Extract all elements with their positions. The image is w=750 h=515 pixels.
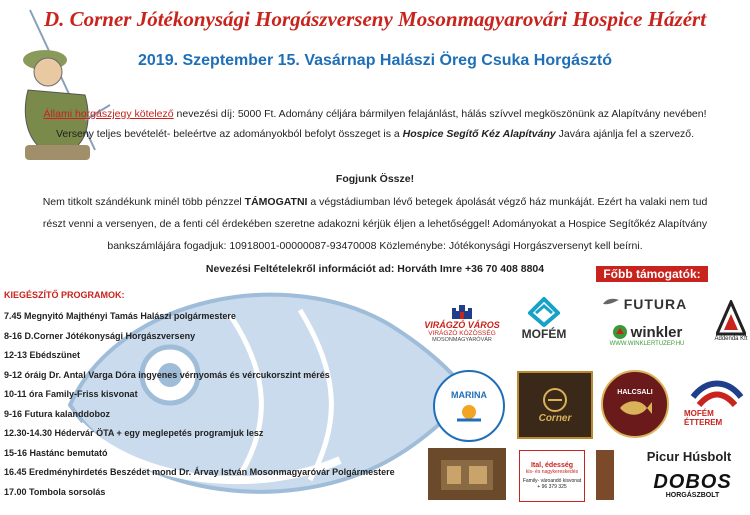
picur-husbolt-label: Picur Húsbolt: [646, 448, 732, 464]
contact-line: Nevezési Feltételekről információt ad: Horváth Imre +36 70 408 8804: [205, 263, 545, 275]
programs-section: [4, 290, 424, 502]
corner-emblem-icon: [538, 387, 572, 413]
event-date-location: 2019. Szeptember 15. Vasárnap Halászi Öreg Csuka Horgásztó: [138, 52, 612, 69]
support-paragraph-line2: részt venni a versenyen, de a fenti cél érdekében szeretne adakozni kérjük éljen a lehetőséggel! Adományokat a Hospice Segítőkéz Alapítvány: [42, 218, 708, 230]
sponsor-photo-small: [596, 450, 614, 500]
sponsor-photo-placeholder: [428, 448, 506, 500]
mofem-mark-icon: [528, 297, 560, 327]
support-paragraph-line1: Nem titkolt szándékunk minél több pénzzel TÁMOGATNI a végstádiumban lévő betegek ápolását végző ház munkáját. Ezért ha valaki nem tud: [42, 196, 708, 208]
license-notice: Állami horgászjegy kötelező: [43, 108, 174, 120]
entry-fee-line: [0, 108, 750, 120]
futura-logo: FUTURA: [592, 294, 697, 314]
program-item: 9-16 Futura kalanddoboz: [4, 408, 111, 419]
program-item: 12-13 Ebédszünet: [4, 350, 81, 360]
program-item: 17.00 Tombola sorsolás: [4, 486, 106, 497]
futura-wing-icon: [602, 297, 620, 311]
mofem-etterem-logo: MOFÉM ÉTTEREM: [684, 373, 750, 429]
dobos-horgaszbolt-logo: DOBOS HORGÁSZBOLT: [653, 470, 732, 499]
viragzo-varos-logo: VIRÁGZÓ VÁROS VIRÁGZÓ KÖZÖSSÉG MOSONMAGYARÓVÁR: [412, 293, 512, 351]
foundation-name: Hospice Segítő Kéz Alapítvány: [402, 128, 556, 140]
program-item: 15-16 Hastánc bemutató: [4, 447, 108, 458]
mofem-logo: MOFÉM: [514, 293, 574, 345]
fee-text: nevezési díj: 5000 Ft. Adomány céljára bármilyen felajánlást, hálás szívvel megköszönünk az Alapítvány nevében!: [173, 108, 707, 120]
program-item: 7.45 Megnyitó Majthényi Tamás Halászi polgármestere: [4, 311, 236, 321]
program-item: 9-12 óráig Dr. Antal Varga Dóra ingyenes vérnyomás és vércukorszint mérés: [4, 369, 330, 380]
program-item: 12.30-14.30 Hédervár ÖTA + egy meglepetés programjuk lesz: [4, 428, 264, 438]
addenda-triangle-icon: [716, 300, 746, 336]
sponsors-heading: Főbb támogatók:: [596, 266, 708, 282]
revenue-line: Verseny teljes bevételét- beleértve az adományokból befolyt összeget is a Hospice Segítő Kéz Alapítvány Javára ajánlja fel a szervező.: [55, 128, 695, 140]
slogan: Fogjunk Össze!: [335, 173, 415, 185]
halcsali-logo: HALCSALI: [601, 370, 669, 438]
addenda-logo: Addenda Kft: [712, 292, 750, 350]
corner-logo: Corner: [517, 371, 593, 439]
sun-sail-icon: [454, 400, 484, 422]
fish-icon: [617, 396, 653, 420]
marina-logo: MARINA: [433, 370, 505, 442]
program-item: 10-11 óra Family-Friss kisvonat: [4, 389, 138, 399]
bank-account-line: bankszámlájára fogadjuk: 10918001-00000087-93470008 Közleménybe: Jótékonysági Horgászversenyt kell beírni.: [107, 240, 643, 252]
ital-edesseg-logo: Ital, édesség kis- és nagykereskedés Family- vároandó kisvonat + 96 379 325: [519, 450, 585, 502]
restaurant-wave-icon: [689, 375, 745, 409]
winkler-logo: winkler WWW.WINKLERTUZEP.HU: [609, 323, 685, 347]
program-item: 16.45 Eredményhirdetés Beszédet mond Dr. Árvay István Mosonmagyaróvár Polgármestere: [4, 467, 395, 477]
programs-heading: KIEGÉSZÍTŐ PROGRAMOK:: [4, 290, 125, 300]
castle-icon: [451, 302, 473, 320]
program-item: 8-16 D.Corner Jótékonysági Horgászverseny: [4, 330, 196, 341]
page-title: D. Corner Jótékonysági Horgászverseny Mosonmagyarovári Hospice Házért: [43, 7, 707, 31]
winkler-flag-icon: [612, 324, 628, 340]
shop-photo-icon: [437, 454, 497, 494]
